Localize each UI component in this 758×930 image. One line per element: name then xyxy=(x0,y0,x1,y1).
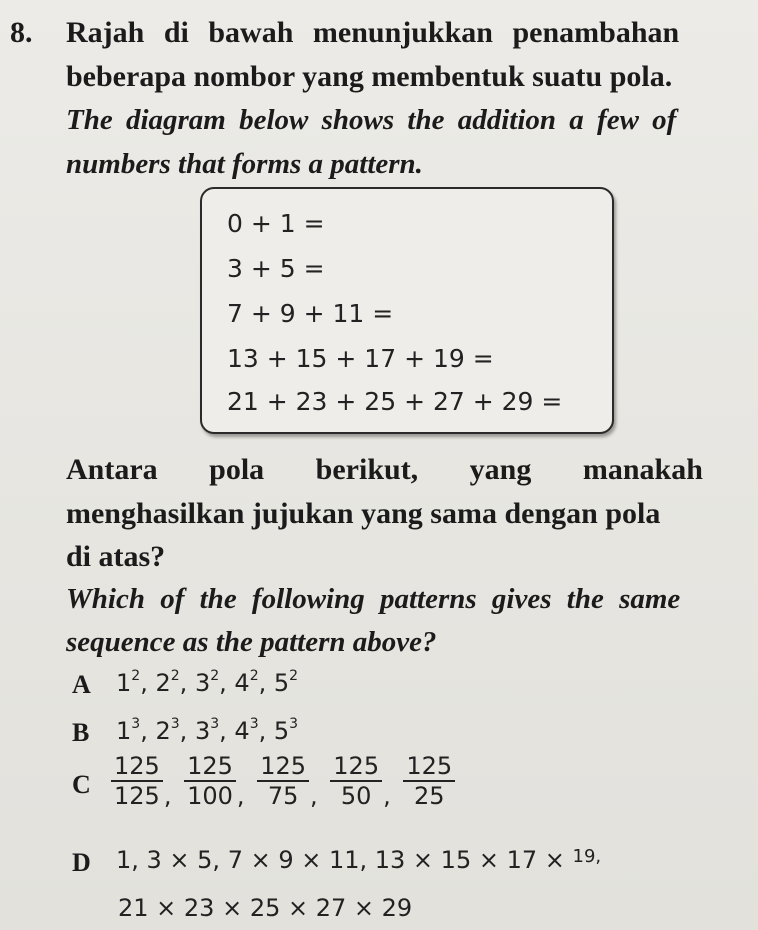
option-c-fraction: $\frac{125}{100}$ xyxy=(184,752,236,810)
english-intro-line-2: numbers that forms a pattern. xyxy=(66,148,423,180)
option-d-tail: 19, xyxy=(572,846,602,867)
option-b-term: 2 xyxy=(155,717,171,745)
option-b-letter[interactable]: B xyxy=(72,718,90,747)
option-d-line-1[interactable] xyxy=(116,846,601,874)
option-a-term: 1 xyxy=(116,669,132,697)
option-a-term: 3 xyxy=(194,669,211,697)
malay-intro-line-1: Rajah di bawah menunjukkan penambahan xyxy=(66,16,680,49)
option-b-term: 5 xyxy=(273,717,290,745)
english-intro-line-1: The diagram below shows the addition a few of xyxy=(66,104,677,136)
english-prompt-line-2: sequence as the pattern above? xyxy=(66,626,437,658)
option-a-term: 2 xyxy=(155,669,171,697)
option-a-term: 5 xyxy=(273,669,290,697)
pattern-box xyxy=(200,187,614,434)
pattern-equation-5: 21 + 23 + 25 + 27 + 29 = xyxy=(227,387,563,416)
option-b-term: 4 xyxy=(234,717,250,745)
option-c-letter[interactable]: C xyxy=(72,770,91,799)
option-a-letter[interactable]: A xyxy=(72,670,91,699)
option-b-term: 1 xyxy=(116,717,132,745)
english-prompt-line-1: Which of the following patterns gives the same xyxy=(66,583,681,615)
option-b-powers[interactable]: $1^3$, $2^3$, $3^3$, $4^3$, $5^3$ xyxy=(116,716,299,745)
pattern-equation-2: 3 + 5 = xyxy=(227,254,325,283)
malay-intro-line-2: beberapa nombor yang membentuk suatu pola. xyxy=(66,60,673,93)
malay-prompt-line-2: menghasilkan jujukan yang sama dengan pola xyxy=(66,497,661,530)
pattern-equation-3: 7 + 9 + 11 = xyxy=(227,299,394,328)
pattern-equation-4: 13 + 15 + 17 + 19 = xyxy=(227,344,494,373)
option-a-term: 4 xyxy=(234,669,250,697)
malay-prompt-line-1: Antara pola berikut, yang manakah xyxy=(66,453,703,486)
pattern-equation-1: 0 + 1 = xyxy=(227,209,325,238)
option-b-term: 3 xyxy=(194,717,211,745)
question-number: 8. xyxy=(10,16,33,49)
option-c-fractions[interactable]: $\frac{125}{125}$ , $\frac{125}{100}$ , $\frac{125}{75}$ , $\frac{125}{50}$ , $\frac{125}{25}$ xyxy=(110,752,456,810)
malay-prompt-line-3: di atas? xyxy=(66,540,166,573)
option-c-fraction: $\frac{125}{50}$ xyxy=(330,752,382,810)
option-c-fraction: $\frac{125}{125}$ xyxy=(111,752,163,810)
option-a-powers[interactable]: $1^2$, $2^2$, $3^2$, $4^2$, $5^2$ xyxy=(116,668,299,697)
option-c-fraction: $\frac{125}{75}$ xyxy=(257,752,309,810)
option-d-products: 1, 3 × 5, 7 × 9 × 11, 13 × 15 × 17 × xyxy=(116,846,565,874)
option-d-line-2[interactable]: 21 × 23 × 25 × 27 × 29 xyxy=(118,894,413,922)
option-d-letter[interactable]: D xyxy=(72,848,91,877)
option-c-fraction: $\frac{125}{25}$ xyxy=(403,752,455,810)
